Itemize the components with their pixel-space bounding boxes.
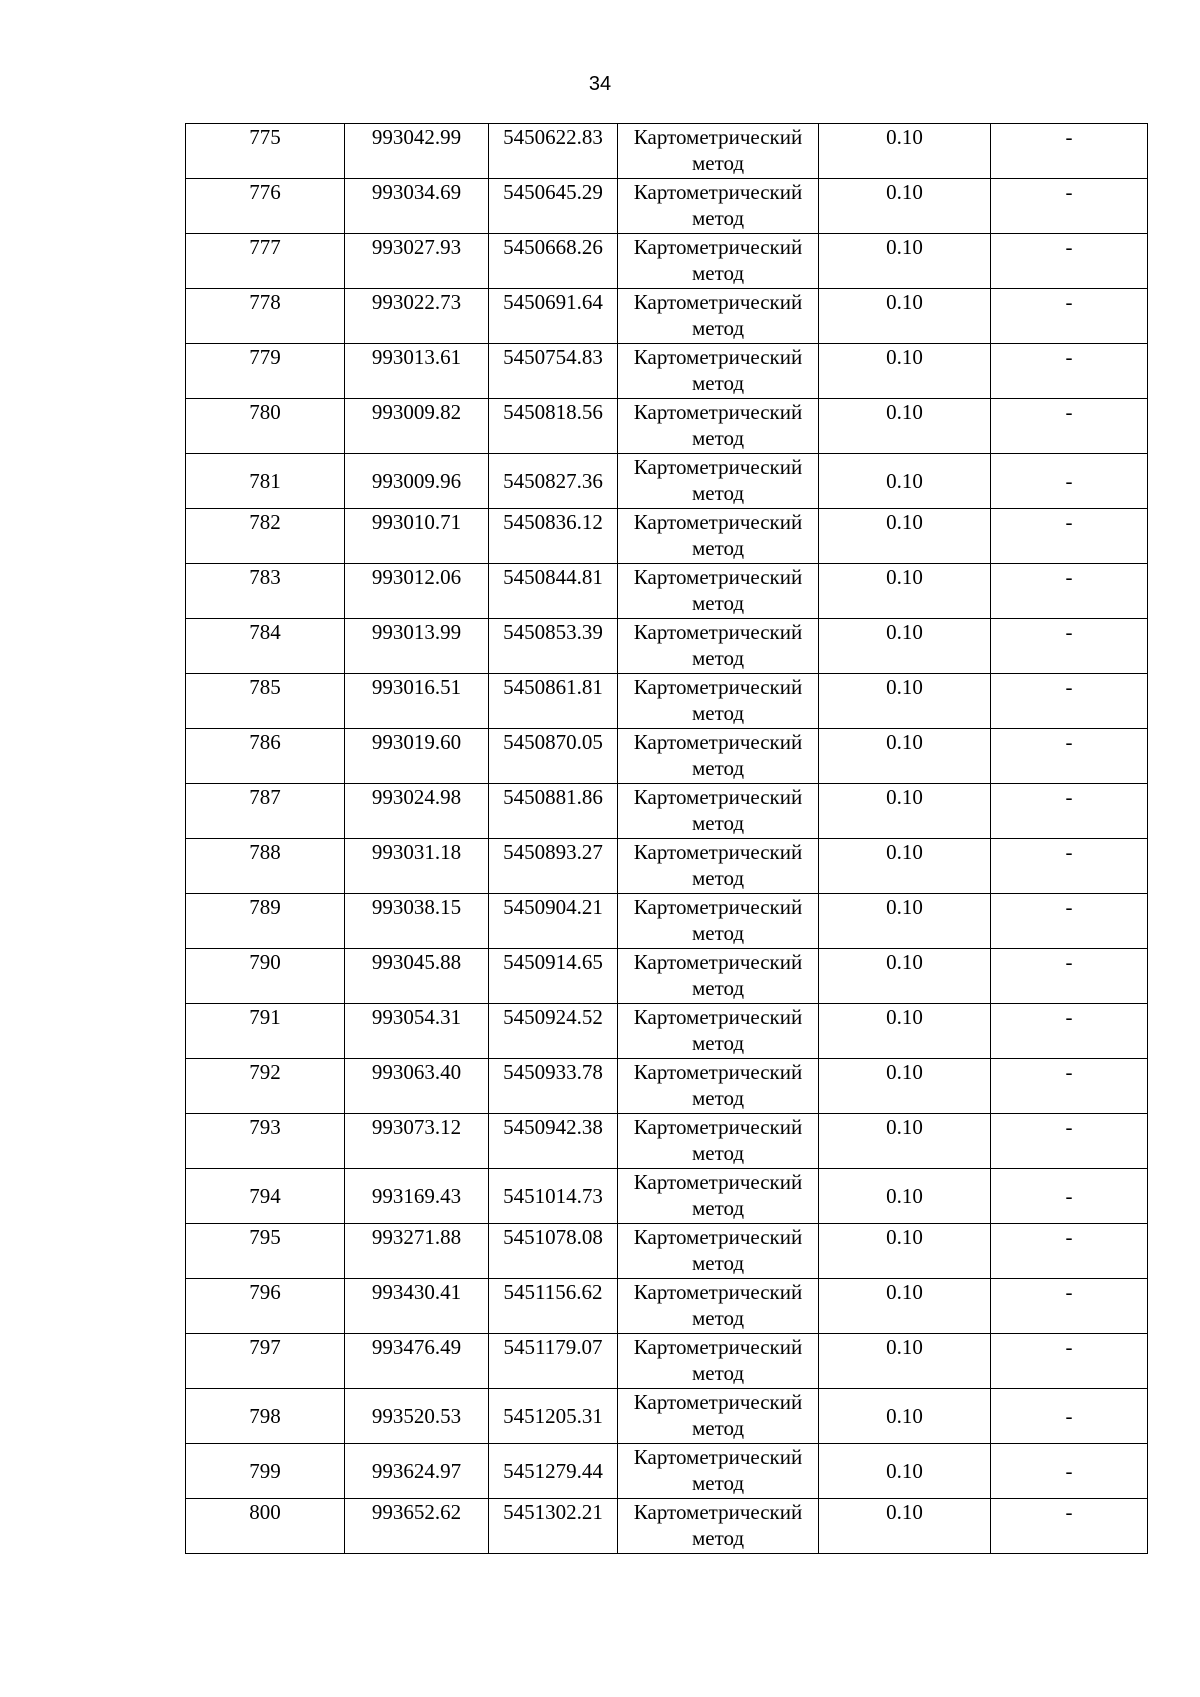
accuracy-cell: 0.10 <box>819 1169 991 1224</box>
method-line-1: Картометрический <box>633 345 803 369</box>
point-number-cell: 794 <box>186 1169 345 1224</box>
table-row <box>186 1389 1148 1444</box>
method-cell <box>618 234 819 289</box>
y-coordinate-cell: 5450836.12 <box>489 509 618 564</box>
y-coordinate-cell: 5450870.05 <box>489 729 618 784</box>
method-line-2: метод <box>691 426 745 450</box>
method-line-2: метод <box>691 866 745 890</box>
point-number-cell: 795 <box>186 1224 345 1279</box>
point-number-cell: 799 <box>186 1444 345 1499</box>
point-number-cell: 800 <box>186 1499 345 1554</box>
x-coordinate-cell: 993073.12 <box>345 1114 489 1169</box>
y-coordinate-cell: 5450861.81 <box>489 674 618 729</box>
accuracy-cell: 0.10 <box>819 784 991 839</box>
note-cell: - <box>991 179 1148 234</box>
point-number-cell: 777 <box>186 234 345 289</box>
method-line-1: Картометрический <box>633 235 803 259</box>
x-coordinate-cell: 993624.97 <box>345 1444 489 1499</box>
note-cell: - <box>991 1224 1148 1279</box>
method-line-2: метод <box>691 1086 745 1110</box>
table-row <box>186 344 1148 399</box>
method-line-1: Картометрический <box>633 840 803 864</box>
method-line-1: Картометрический <box>633 1445 803 1469</box>
accuracy-cell: 0.10 <box>819 124 991 179</box>
method-cell <box>618 399 819 454</box>
table-row <box>186 1114 1148 1169</box>
method-line-1: Картометрический <box>633 180 803 204</box>
table-row <box>186 784 1148 839</box>
point-number-cell: 788 <box>186 839 345 894</box>
method-line-1: Картометрический <box>633 125 803 149</box>
note-cell: - <box>991 1499 1148 1554</box>
x-coordinate-cell: 993652.62 <box>345 1499 489 1554</box>
accuracy-cell: 0.10 <box>819 1334 991 1389</box>
method-cell <box>618 289 819 344</box>
note-cell: - <box>991 1279 1148 1334</box>
y-coordinate-cell: 5450622.83 <box>489 124 618 179</box>
method-line-2: метод <box>691 1251 745 1275</box>
method-cell <box>618 894 819 949</box>
method-line-2: метод <box>691 811 745 835</box>
note-cell: - <box>991 619 1148 674</box>
method-line-2: метод <box>691 591 745 615</box>
accuracy-cell: 0.10 <box>819 894 991 949</box>
accuracy-cell: 0.10 <box>819 179 991 234</box>
method-line-1: Картометрический <box>633 675 803 699</box>
method-line-2: метод <box>691 206 745 230</box>
method-line-2: метод <box>691 1471 745 1495</box>
y-coordinate-cell: 5451156.62 <box>489 1279 618 1334</box>
accuracy-cell: 0.10 <box>819 1279 991 1334</box>
y-coordinate-cell: 5450904.21 <box>489 894 618 949</box>
x-coordinate-cell: 993012.06 <box>345 564 489 619</box>
point-number-cell: 785 <box>186 674 345 729</box>
table-row <box>186 949 1148 1004</box>
note-cell: - <box>991 1169 1148 1224</box>
y-coordinate-cell: 5450668.26 <box>489 234 618 289</box>
note-cell: - <box>991 1114 1148 1169</box>
x-coordinate-cell: 993271.88 <box>345 1224 489 1279</box>
method-line-2: метод <box>691 151 745 175</box>
point-number-cell: 779 <box>186 344 345 399</box>
table-row <box>186 839 1148 894</box>
method-line-2: метод <box>691 756 745 780</box>
method-line-2: метод <box>691 1416 745 1440</box>
method-line-2: метод <box>691 1306 745 1330</box>
table-row <box>186 1279 1148 1334</box>
method-line-1: Картометрический <box>633 620 803 644</box>
note-cell: - <box>991 1004 1148 1059</box>
method-cell <box>618 619 819 674</box>
y-coordinate-cell: 5450881.86 <box>489 784 618 839</box>
method-line-2: метод <box>691 701 745 725</box>
table-row <box>186 619 1148 674</box>
table-body <box>186 124 1148 1554</box>
method-line-2: метод <box>691 921 745 945</box>
table-row <box>186 1004 1148 1059</box>
point-number-cell: 782 <box>186 509 345 564</box>
method-cell <box>618 784 819 839</box>
note-cell: - <box>991 729 1148 784</box>
method-line-1: Картометрический <box>633 455 803 479</box>
y-coordinate-cell: 5450853.39 <box>489 619 618 674</box>
coordinates-table <box>185 123 1148 1554</box>
point-number-cell: 797 <box>186 1334 345 1389</box>
table-row <box>186 894 1148 949</box>
page-number: 34 <box>588 73 612 95</box>
method-cell <box>618 344 819 399</box>
y-coordinate-cell: 5450924.52 <box>489 1004 618 1059</box>
table-row <box>186 1499 1148 1554</box>
accuracy-cell: 0.10 <box>819 1499 991 1554</box>
point-number-cell: 787 <box>186 784 345 839</box>
y-coordinate-cell: 5450691.64 <box>489 289 618 344</box>
point-number-cell: 781 <box>186 454 345 509</box>
x-coordinate-cell: 993009.96 <box>345 454 489 509</box>
method-cell <box>618 1224 819 1279</box>
point-number-cell: 775 <box>186 124 345 179</box>
x-coordinate-cell: 993009.82 <box>345 399 489 454</box>
method-line-1: Картометрический <box>633 1280 803 1304</box>
table-row <box>186 564 1148 619</box>
x-coordinate-cell: 993034.69 <box>345 179 489 234</box>
accuracy-cell: 0.10 <box>819 1059 991 1114</box>
y-coordinate-cell: 5451205.31 <box>489 1389 618 1444</box>
x-coordinate-cell: 993063.40 <box>345 1059 489 1114</box>
table-row <box>186 124 1148 179</box>
note-cell: - <box>991 344 1148 399</box>
x-coordinate-cell: 993038.15 <box>345 894 489 949</box>
method-line-2: метод <box>691 316 745 340</box>
accuracy-cell: 0.10 <box>819 729 991 784</box>
method-line-1: Картометрический <box>633 565 803 589</box>
accuracy-cell: 0.10 <box>819 344 991 399</box>
x-coordinate-cell: 993013.99 <box>345 619 489 674</box>
method-line-2: метод <box>691 1196 745 1220</box>
method-line-2: метод <box>691 646 745 670</box>
y-coordinate-cell: 5450827.36 <box>489 454 618 509</box>
method-cell <box>618 1334 819 1389</box>
table-row <box>186 1224 1148 1279</box>
point-number-cell: 789 <box>186 894 345 949</box>
table-row <box>186 234 1148 289</box>
table-row <box>186 1334 1148 1389</box>
x-coordinate-cell: 993045.88 <box>345 949 489 1004</box>
x-coordinate-cell: 993520.53 <box>345 1389 489 1444</box>
point-number-cell: 783 <box>186 564 345 619</box>
table-row <box>186 179 1148 234</box>
point-number-cell: 780 <box>186 399 345 454</box>
note-cell: - <box>991 399 1148 454</box>
method-line-1: Картометрический <box>633 785 803 809</box>
accuracy-cell: 0.10 <box>819 1114 991 1169</box>
method-line-1: Картометрический <box>633 895 803 919</box>
method-cell <box>618 179 819 234</box>
accuracy-cell: 0.10 <box>819 949 991 1004</box>
note-cell: - <box>991 234 1148 289</box>
x-coordinate-cell: 993042.99 <box>345 124 489 179</box>
accuracy-cell: 0.10 <box>819 564 991 619</box>
y-coordinate-cell: 5451179.07 <box>489 1334 618 1389</box>
table-row <box>186 1059 1148 1114</box>
method-cell <box>618 1059 819 1114</box>
method-cell <box>618 1004 819 1059</box>
note-cell: - <box>991 124 1148 179</box>
y-coordinate-cell: 5450914.65 <box>489 949 618 1004</box>
point-number-cell: 776 <box>186 179 345 234</box>
accuracy-cell: 0.10 <box>819 1224 991 1279</box>
x-coordinate-cell: 993019.60 <box>345 729 489 784</box>
method-cell <box>618 729 819 784</box>
accuracy-cell: 0.10 <box>819 399 991 454</box>
point-number-cell: 778 <box>186 289 345 344</box>
method-line-1: Картометрический <box>633 950 803 974</box>
table-row <box>186 729 1148 784</box>
accuracy-cell: 0.10 <box>819 839 991 894</box>
method-cell <box>618 674 819 729</box>
x-coordinate-cell: 993010.71 <box>345 509 489 564</box>
method-line-2: метод <box>691 1361 745 1385</box>
table-row <box>186 1169 1148 1224</box>
x-coordinate-cell: 993476.49 <box>345 1334 489 1389</box>
point-number-cell: 796 <box>186 1279 345 1334</box>
note-cell: - <box>991 674 1148 729</box>
method-line-1: Картометрический <box>633 1335 803 1359</box>
x-coordinate-cell: 993024.98 <box>345 784 489 839</box>
y-coordinate-cell: 5450645.29 <box>489 179 618 234</box>
note-cell: - <box>991 509 1148 564</box>
method-cell <box>618 1499 819 1554</box>
y-coordinate-cell: 5450942.38 <box>489 1114 618 1169</box>
method-line-2: метод <box>691 1031 745 1055</box>
note-cell: - <box>991 949 1148 1004</box>
method-line-2: метод <box>691 536 745 560</box>
method-cell <box>618 509 819 564</box>
method-line-1: Картометрический <box>633 1170 803 1194</box>
x-coordinate-cell: 993430.41 <box>345 1279 489 1334</box>
method-cell <box>618 1279 819 1334</box>
method-cell <box>618 1444 819 1499</box>
method-line-1: Картометрический <box>633 1390 803 1414</box>
table-row <box>186 1444 1148 1499</box>
x-coordinate-cell: 993031.18 <box>345 839 489 894</box>
method-cell <box>618 1169 819 1224</box>
y-coordinate-cell: 5450893.27 <box>489 839 618 894</box>
note-cell: - <box>991 839 1148 894</box>
accuracy-cell: 0.10 <box>819 1444 991 1499</box>
method-cell <box>618 1389 819 1444</box>
x-coordinate-cell: 993027.93 <box>345 234 489 289</box>
method-line-2: метод <box>691 261 745 285</box>
table-row <box>186 454 1148 509</box>
table-row <box>186 289 1148 344</box>
y-coordinate-cell: 5450754.83 <box>489 344 618 399</box>
method-line-2: метод <box>691 481 745 505</box>
note-cell: - <box>991 1334 1148 1389</box>
point-number-cell: 784 <box>186 619 345 674</box>
point-number-cell: 790 <box>186 949 345 1004</box>
method-line-1: Картометрический <box>633 1005 803 1029</box>
x-coordinate-cell: 993022.73 <box>345 289 489 344</box>
y-coordinate-cell: 5450933.78 <box>489 1059 618 1114</box>
x-coordinate-cell: 993016.51 <box>345 674 489 729</box>
x-coordinate-cell: 993054.31 <box>345 1004 489 1059</box>
x-coordinate-cell: 993169.43 <box>345 1169 489 1224</box>
y-coordinate-cell: 5450818.56 <box>489 399 618 454</box>
y-coordinate-cell: 5451078.08 <box>489 1224 618 1279</box>
method-line-1: Картометрический <box>633 1060 803 1084</box>
method-line-2: метод <box>691 1526 745 1550</box>
method-cell <box>618 124 819 179</box>
point-number-cell: 791 <box>186 1004 345 1059</box>
note-cell: - <box>991 894 1148 949</box>
method-cell <box>618 454 819 509</box>
y-coordinate-cell: 5451279.44 <box>489 1444 618 1499</box>
y-coordinate-cell: 5450844.81 <box>489 564 618 619</box>
accuracy-cell: 0.10 <box>819 454 991 509</box>
method-line-1: Картометрический <box>633 290 803 314</box>
accuracy-cell: 0.10 <box>819 289 991 344</box>
point-number-cell: 793 <box>186 1114 345 1169</box>
note-cell: - <box>991 784 1148 839</box>
point-number-cell: 798 <box>186 1389 345 1444</box>
note-cell: - <box>991 289 1148 344</box>
method-line-1: Картометрический <box>633 730 803 754</box>
note-cell: - <box>991 564 1148 619</box>
method-line-1: Картометрический <box>633 1115 803 1139</box>
method-line-1: Картометрический <box>633 1500 803 1524</box>
method-line-2: метод <box>691 976 745 1000</box>
table-row <box>186 399 1148 454</box>
method-line-1: Картометрический <box>633 1225 803 1249</box>
method-line-1: Картометрический <box>633 510 803 534</box>
note-cell: - <box>991 1444 1148 1499</box>
method-cell <box>618 839 819 894</box>
y-coordinate-cell: 5451014.73 <box>489 1169 618 1224</box>
accuracy-cell: 0.10 <box>819 1004 991 1059</box>
y-coordinate-cell: 5451302.21 <box>489 1499 618 1554</box>
accuracy-cell: 0.10 <box>819 509 991 564</box>
x-coordinate-cell: 993013.61 <box>345 344 489 399</box>
accuracy-cell: 0.10 <box>819 674 991 729</box>
accuracy-cell: 0.10 <box>819 619 991 674</box>
method-cell <box>618 949 819 1004</box>
accuracy-cell: 0.10 <box>819 1389 991 1444</box>
note-cell: - <box>991 454 1148 509</box>
method-line-2: метод <box>691 1141 745 1165</box>
table-row <box>186 674 1148 729</box>
table-row <box>186 509 1148 564</box>
note-cell: - <box>991 1059 1148 1114</box>
method-line-2: метод <box>691 371 745 395</box>
method-cell <box>618 1114 819 1169</box>
method-cell <box>618 564 819 619</box>
method-line-1: Картометрический <box>633 400 803 424</box>
accuracy-cell: 0.10 <box>819 234 991 289</box>
point-number-cell: 786 <box>186 729 345 784</box>
point-number-cell: 792 <box>186 1059 345 1114</box>
note-cell: - <box>991 1389 1148 1444</box>
